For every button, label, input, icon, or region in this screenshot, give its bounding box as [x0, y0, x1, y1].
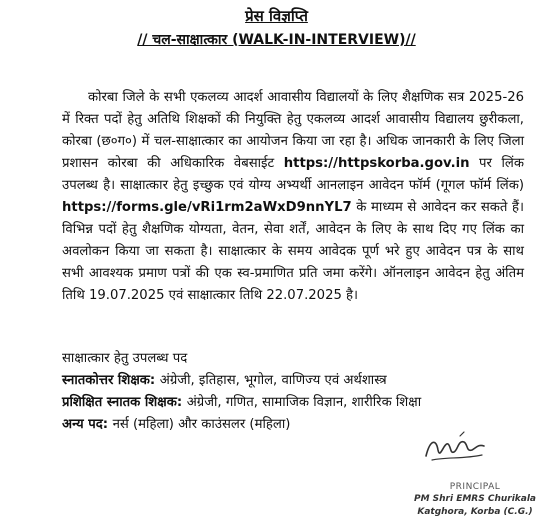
post-row-tgt — [62, 392, 532, 414]
principal-signature-stamp — [400, 430, 540, 517]
post-label: प्रशिक्षित स्नातक शिक्षक — [62, 395, 177, 410]
available-posts-section — [62, 348, 532, 436]
notice-subtitle: // चल-साक्षात्कार (WALK-IN-INTERVIEW)// — [137, 32, 416, 48]
paragraph-text-part-3: के माध्यम से आवेदन कर सकते हैं। विभिन्न पदों हेतु शैक्षणिक योग्यता, वेतन, सेवा शर्तें, आवेदन के लिए के साथ दिए गए लिंक का अवलोकन किया जा सकता है। साक्षात्कार के समय आवेदक पूर्ण भरे हुए आवेदन पत्र के साथ सभी आवश्यक प्रमाण पत्रों की एक स्व-प्रमाणित प्रति जमा करेंगे। ऑनलाइन आवेदन हेतु अंतिम तिथि 19.07.2025 एवं साक्षात्कार तिथि 22.07.2025 है। — [62, 200, 524, 303]
stamp-designation: PRINCIPAL — [449, 482, 501, 492]
notice-body-paragraph — [62, 87, 524, 307]
post-subjects: अंग्रेजी, इतिहास, भूगोल, वाणिज्य एवं अर्थशास्त्र — [159, 373, 387, 388]
post-subjects: अंग्रेजी, गणित, सामाजिक विज्ञान, शारीरिक शिक्षा — [186, 395, 422, 410]
signature-icon — [420, 430, 490, 466]
website-link[interactable]: https://httpskorba.gov.in — [283, 156, 470, 171]
post-label: अन्य पद — [62, 417, 103, 432]
paragraph-text-part-1: कोरबा जिले के सभी एकलव्य आदर्श आवासीय विद्यालयों के लिए शैक्षणिक सत्र 2025-26 में रिक्त पदों हेतु अतिथि शिक्षकों की नियुक्ति हेतु एकलव्य आदर्श आवासीय विद्यालय छुरीकला, कोरबा (छ०ग०) में चल-साक्षात्कार का आयोजन किया जा रहा है। अधिक जानकारी के लिए जिला प्रशासन कोरबा की अधिकारिक वेबसाईट — [62, 90, 524, 171]
post-row-pgt — [62, 370, 532, 392]
post-separator: : — [149, 373, 160, 388]
post-subjects: नर्स (महिला) और काउंसलर (महिला) — [112, 417, 291, 432]
google-form-link[interactable]: https://forms.gle/vRi1rm2aWxD9nnYL7 — [62, 200, 352, 215]
available-posts-heading: साक्षात्कार हेतु उपलब्ध पद — [62, 351, 188, 366]
notice-title: प्रेस विज्ञप्ति — [245, 7, 308, 25]
post-separator: : — [102, 417, 113, 432]
post-separator: : — [176, 395, 187, 410]
stamp-location: Katghora, Korba (C.G.) — [417, 507, 533, 517]
post-label: स्नातकोत्तर शिक्षक — [62, 373, 150, 388]
stamp-school-name: PM Shri EMRS Churikala — [413, 494, 537, 504]
paragraph-text-part-2: पर लिंक उपलब्ध है। साक्षात्कार हेतु इच्छुक एवं योग्य अभ्यर्थी आनलाइन आवेदन फॉर्म (गूगल फॉर्म लिंक) — [62, 156, 524, 193]
